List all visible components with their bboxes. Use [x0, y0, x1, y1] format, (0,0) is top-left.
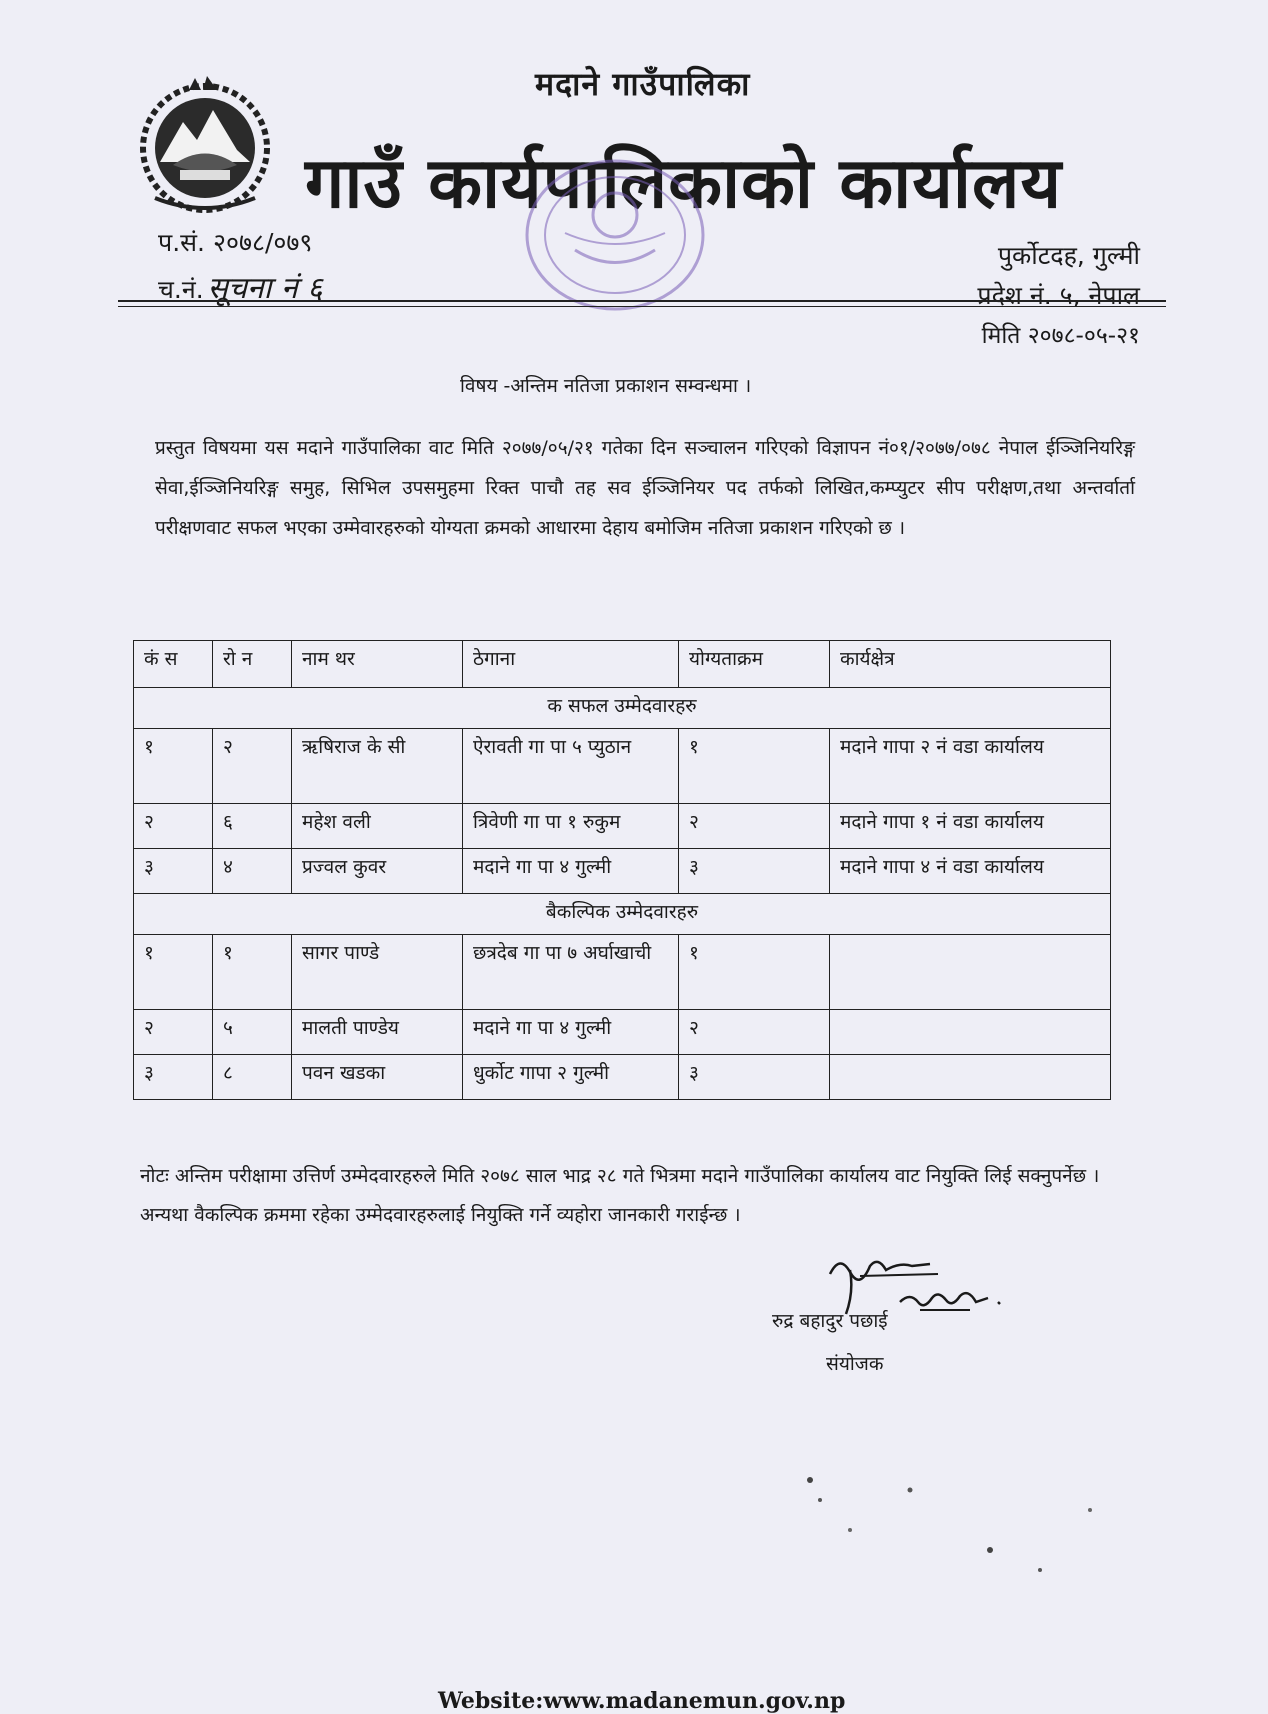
dispatch-value: सूचना नं ६ — [207, 271, 323, 306]
office-stamp-icon — [520, 155, 710, 315]
cell: ऋषिराज के सी — [292, 729, 463, 804]
cell: १ — [213, 935, 292, 1010]
cell — [830, 1055, 1111, 1100]
cell: छत्रदेब गा पा ७ अर्घाखाची — [463, 935, 679, 1010]
results-table — [133, 640, 1111, 1100]
cell — [830, 935, 1111, 1010]
nepal-emblem-icon — [125, 70, 285, 220]
scan-specks — [790, 1460, 1120, 1580]
cell: धुर्कोट गापा २ गुल्मी — [463, 1055, 679, 1100]
office-title: गाउँ कार्यपालिकाको कार्यालय — [305, 142, 1063, 224]
cell: २ — [679, 1010, 830, 1055]
cell: प्रज्वल कुवर — [292, 849, 463, 894]
cell: महेश वली — [292, 804, 463, 849]
header-rule-thin — [118, 306, 1166, 307]
cell: सागर पाण्डे — [292, 935, 463, 1010]
col-header-address: ठेगाना — [463, 641, 679, 688]
note-paragraph: नोटः अन्तिम परीक्षामा उत्तिर्ण उम्मेदवारहरुले मिति २०७८ साल भाद्र २८ गते भित्रमा मदाने गाउँपालिका कार्यालय वाट नियुक्ति लिई सक्नुपर्नेछ । अन्यथा वैकल्पिक क्रममा रहेका उम्मेदवारहरुलाई नियुक्ति गर्ने व्यहोरा जानकारी गराईन्छ । — [140, 1165, 1100, 1226]
table-row — [134, 1010, 1111, 1055]
cell: मदाने गा पा ४ गुल्मी — [463, 1010, 679, 1055]
cell: २ — [134, 804, 213, 849]
signatory-name: रुद्र बहादुर पछाई — [772, 1310, 888, 1332]
cell: ऐरावती गा पा ५ प्युठान — [463, 729, 679, 804]
cell: ५ — [213, 1010, 292, 1055]
cell: ३ — [134, 1055, 213, 1100]
cell: मदाने गापा २ नं वडा कार्यालय — [830, 729, 1111, 804]
reference-number: प.सं. २०७८/०७९ — [158, 228, 313, 257]
cell: १ — [134, 729, 213, 804]
cell: १ — [679, 729, 830, 804]
cell: ६ — [213, 804, 292, 849]
cell: १ — [679, 935, 830, 1010]
cell: त्रिवेणी गा पा १ रुकुम — [463, 804, 679, 849]
address-line-1: पुर्कोटदह, गुल्मी — [997, 241, 1140, 270]
cell: ३ — [679, 849, 830, 894]
cell: मदाने गा पा ४ गुल्मी — [463, 849, 679, 894]
signatory-title: संयोजक — [826, 1353, 884, 1375]
table-row — [134, 849, 1111, 894]
cell — [830, 1010, 1111, 1055]
col-header-workplace: कार्यक्षेत्र — [830, 641, 1111, 688]
cell: ४ — [213, 849, 292, 894]
table-header-row — [134, 641, 1111, 688]
table-row — [134, 1055, 1111, 1100]
cell: मदाने गापा ४ नं वडा कार्यालय — [830, 849, 1111, 894]
col-header-roll: रो न — [213, 641, 292, 688]
cell: मालती पाण्डेय — [292, 1010, 463, 1055]
table-row — [134, 729, 1111, 804]
section-row — [134, 894, 1111, 935]
cell: पवन खडका — [292, 1055, 463, 1100]
col-header-name: नाम थर — [292, 641, 463, 688]
cell: १ — [134, 935, 213, 1010]
table-row — [134, 935, 1111, 1010]
header-rule — [118, 300, 1166, 302]
cell: मदाने गापा १ नं वडा कार्यालय — [830, 804, 1111, 849]
cell: २ — [213, 729, 292, 804]
subject-line: विषय -अन्तिम नतिजा प्रकाशन सम्वन्धमा । — [460, 375, 752, 397]
cell: २ — [134, 1010, 213, 1055]
cell: ८ — [213, 1055, 292, 1100]
dispatch-label: च.नं. — [158, 275, 204, 304]
address-line-2: प्रदेश नं. ५, नेपाल — [977, 281, 1140, 310]
cell: ३ — [679, 1055, 830, 1100]
table-row — [134, 804, 1111, 849]
section-title-alternate: बैकल्पिक उम्मेदवारहरु — [134, 894, 1111, 935]
cell: २ — [679, 804, 830, 849]
notice-date: मिति २०७८-०५-२१ — [981, 323, 1140, 349]
col-header-serial: कं स — [134, 641, 213, 688]
cell: ३ — [134, 849, 213, 894]
col-header-rank: योग्यताक्रम — [679, 641, 830, 688]
municipality-name: मदाने गाउँपालिका — [535, 65, 751, 103]
footer-website: Website:www.madanemun.gov.np — [438, 1688, 846, 1714]
section-title-successful: क सफल उम्मेदवारहरु — [134, 688, 1111, 729]
section-row — [134, 688, 1111, 729]
body-paragraph: प्रस्तुत विषयमा यस मदाने गाउँपालिका वाट मिति २०७७/०५/२१ गतेका दिन सञ्चालन गरिएको विज्ञापन नं०१/२०७७/०७८ नेपाल ईञ्जिनियरिङ्ग सेवा,ईञ्जिनियरिङ्ग समुह, सिभिल उपसमुहमा रिक्त पाचौ तह सव ईञ्जिनियर पद तर्फको लिखित,कम्प्युटर सीप परीक्षण,तथा अन्तर्वार्ता परीक्षणवाट सफल भएका उम्मेवारहरुको योग्यता क्रमको आधारमा देहाय बमोजिम नतिजा प्रकाशन गरिएको छ । — [155, 437, 1135, 539]
